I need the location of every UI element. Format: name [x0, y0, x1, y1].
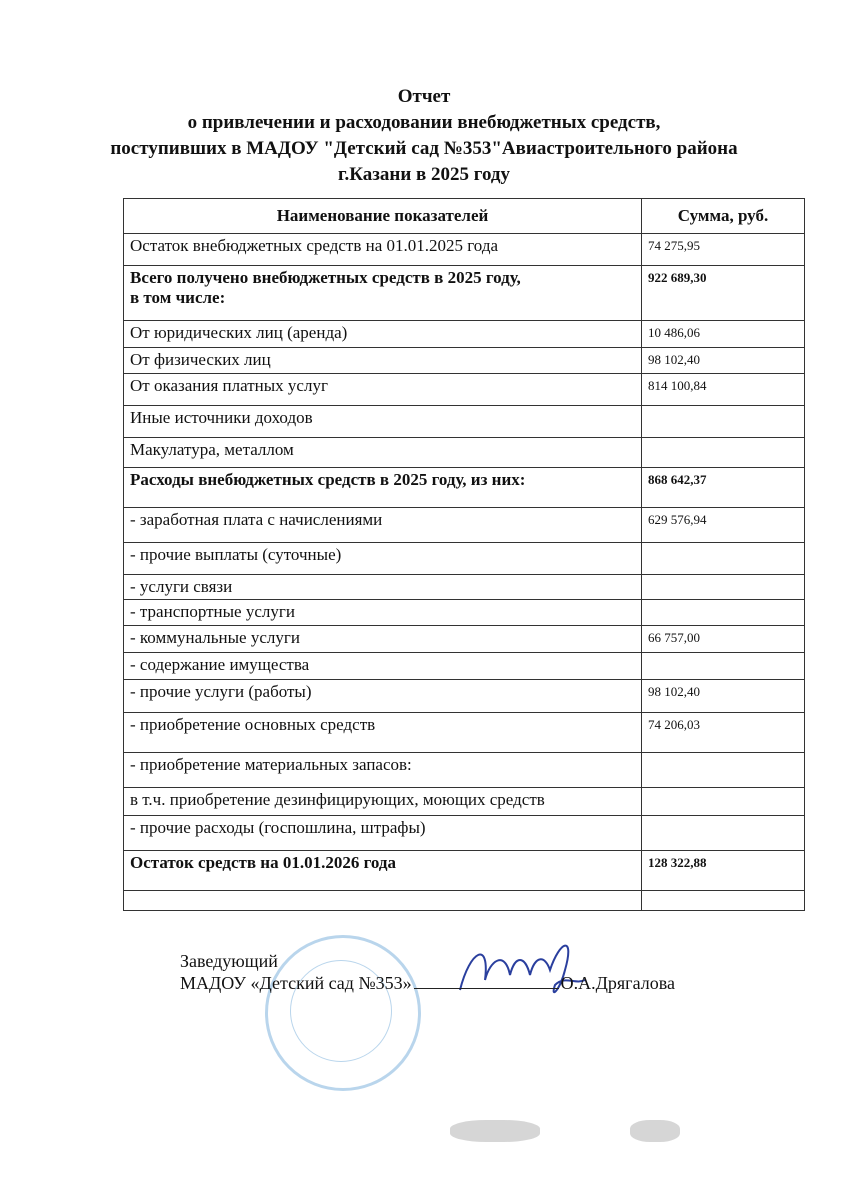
table-row [124, 321, 805, 348]
table-row [124, 788, 805, 816]
row-label [124, 348, 642, 374]
row-amount: 98 102,40 [642, 680, 805, 713]
table-row [124, 508, 805, 543]
table-row [124, 713, 805, 753]
row-amount: 814 100,84 [642, 374, 805, 406]
row-label-text: - прочие расходы (госпошлина, штрафы) [130, 818, 426, 837]
row-amount: 922 689,30 [642, 266, 805, 321]
row-label-text: в т.ч. приобретение дезинфицирующих, моющих средств [130, 790, 545, 809]
row-amount [642, 543, 805, 575]
row-label [124, 891, 642, 911]
scan-artifact [450, 1120, 540, 1142]
row-amount: 66 757,00 [642, 626, 805, 653]
row-label-text: - транспортные услуги [130, 602, 295, 621]
row-label [124, 600, 642, 626]
row-label [124, 234, 642, 266]
row-label-text: От юридических лиц (аренда) [130, 323, 348, 342]
row-amount [642, 753, 805, 788]
row-amount: 74 275,95 [642, 234, 805, 266]
row-label-text: - приобретение материальных запасов: [130, 755, 412, 774]
row-label-text: Расходы внебюджетных средств в 2025 году, из них: [130, 470, 526, 489]
row-label [124, 575, 642, 600]
table-row [124, 348, 805, 374]
row-amount [642, 438, 805, 468]
row-amount: 74 206,03 [642, 713, 805, 753]
table-row [124, 575, 805, 600]
signature-block [180, 950, 675, 994]
row-label [124, 626, 642, 653]
title-line: Отчет [397, 86, 451, 107]
row-label [124, 816, 642, 851]
table-row [124, 438, 805, 468]
row-label-text: Остаток внебюджетных средств на 01.01.2025 года [130, 236, 499, 255]
row-amount: 10 486,06 [642, 321, 805, 348]
scan-artifact [630, 1120, 680, 1142]
row-amount [642, 891, 805, 911]
row-label [124, 851, 642, 891]
row-amount: 868 642,37 [642, 468, 805, 508]
table-row [124, 234, 805, 266]
title-line: г.Казани в 2025 году [337, 164, 511, 185]
table-row [124, 653, 805, 680]
row-label-text: - прочие выплаты (суточные) [130, 545, 342, 564]
row-label-text: - содержание имущества [130, 655, 310, 674]
row-label [124, 406, 642, 438]
document-title [0, 84, 848, 188]
row-label-text: в том числе: [130, 288, 226, 307]
row-amount [642, 653, 805, 680]
table-row [124, 266, 805, 321]
row-label [124, 680, 642, 713]
header-amount: Сумма, руб. [642, 199, 805, 234]
row-label-text: - коммунальные услуги [130, 628, 300, 647]
row-amount: 128 322,88 [642, 851, 805, 891]
row-label [124, 653, 642, 680]
title-line: поступивших в МАДОУ "Детский сад №353"Авиастроительного района [110, 138, 738, 159]
row-label-text: - прочие услуги (работы) [130, 682, 312, 701]
table-row [124, 600, 805, 626]
signature-line [414, 988, 559, 989]
report-table [123, 198, 805, 911]
row-label-text: - приобретение основных средств [130, 715, 376, 734]
row-label-text: Иные источники доходов [130, 408, 313, 427]
row-label [124, 788, 642, 816]
row-label-text: Макулатура, металлом [130, 440, 294, 459]
row-label [124, 543, 642, 575]
table-row [124, 891, 805, 911]
row-amount [642, 788, 805, 816]
table-row [124, 753, 805, 788]
table-row [124, 468, 805, 508]
row-label-text: - услуги связи [130, 577, 233, 596]
row-amount [642, 406, 805, 438]
signer-name: О.А.Дрягалова [560, 973, 675, 993]
row-label [124, 438, 642, 468]
table-row [124, 406, 805, 438]
row-label-text: От оказания платных услуг [130, 376, 328, 395]
row-label-text: От физических лиц [130, 350, 271, 369]
signer-position: Заведующий [180, 951, 278, 971]
table-row [124, 816, 805, 851]
row-label [124, 508, 642, 543]
row-label [124, 713, 642, 753]
table-row [124, 543, 805, 575]
row-amount [642, 575, 805, 600]
table-row [124, 680, 805, 713]
table-row [124, 851, 805, 891]
row-label [124, 266, 642, 321]
row-label [124, 753, 642, 788]
table-row [124, 626, 805, 653]
row-amount [642, 816, 805, 851]
row-label [124, 374, 642, 406]
header-indicator: Наименование показателей [124, 199, 642, 234]
row-label [124, 321, 642, 348]
row-label-text: Всего получено внебюджетных средств в 2025 году, [130, 268, 521, 287]
row-label [124, 468, 642, 508]
row-amount [642, 600, 805, 626]
row-amount: 629 576,94 [642, 508, 805, 543]
table-header [124, 199, 805, 234]
table-row [124, 374, 805, 406]
row-label-text: Остаток средств на 01.01.2026 года [130, 853, 397, 872]
row-amount: 98 102,40 [642, 348, 805, 374]
title-line: о привлечении и расходовании внебюджетных средств, [187, 112, 661, 133]
row-label-text: - заработная плата с начислениями [130, 510, 383, 529]
signer-organization: МАДОУ «Детский сад №353» [180, 973, 412, 993]
